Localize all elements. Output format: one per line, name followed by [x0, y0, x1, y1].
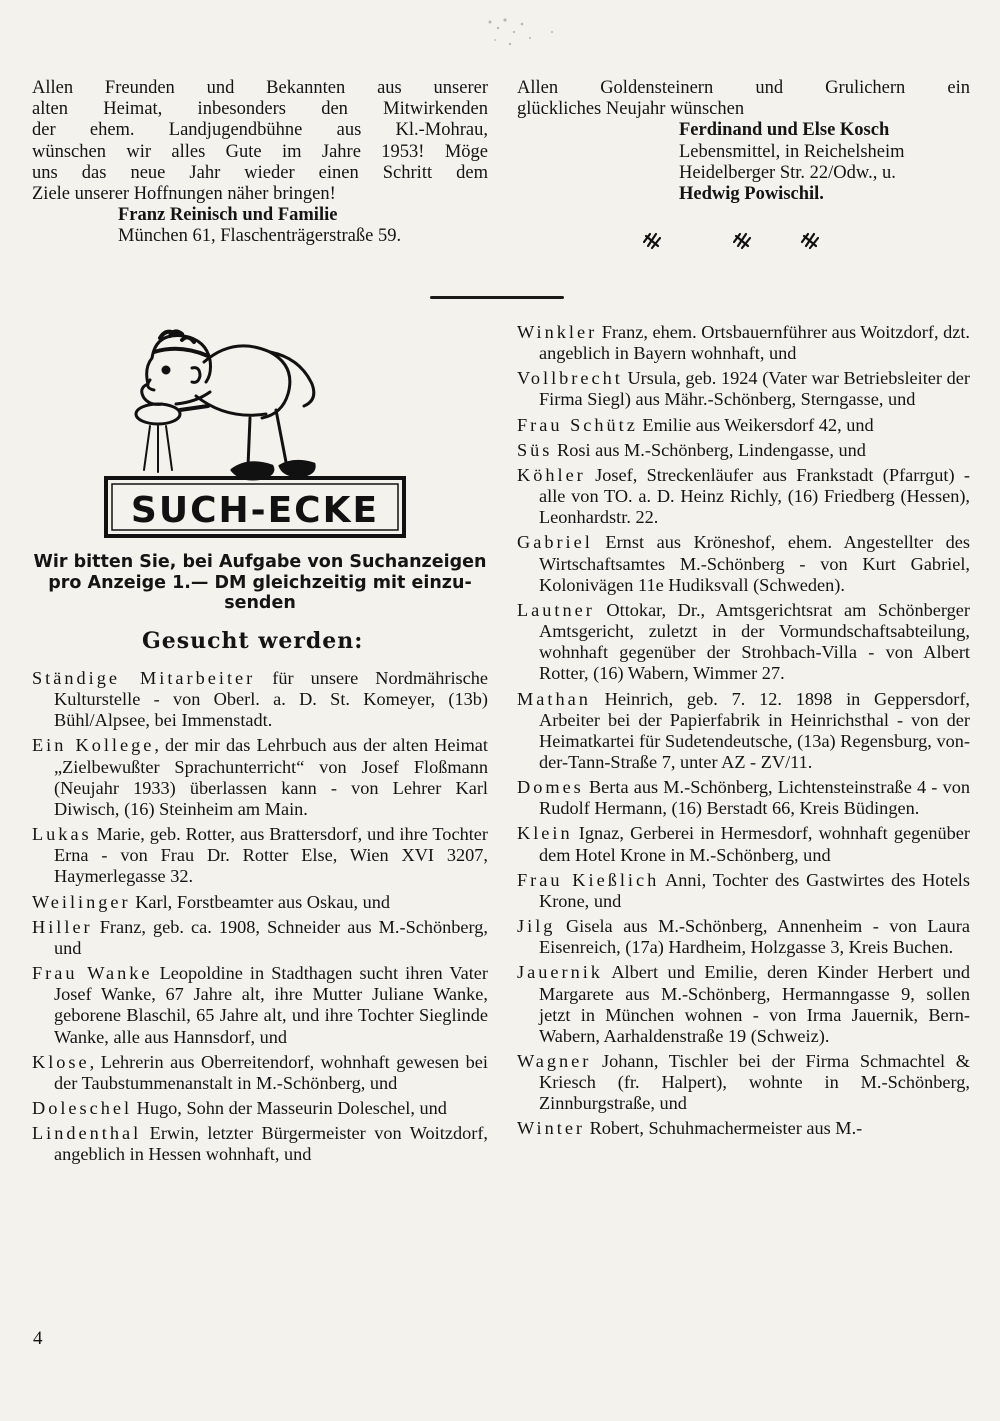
greeting-right-signature2: Hedwig Powischil. — [679, 184, 824, 205]
search-entry-text: Erwin, letzter Bürgermeister von Woitzdorf, angeblich in Hessen wohnhaft, und — [54, 1123, 488, 1165]
scan-speck — [470, 8, 560, 58]
such-ecke-logo — [100, 322, 412, 546]
search-entry-name: Weilinger — [32, 891, 131, 912]
search-notice-line: Wir bitten Sie, bei Aufgabe von Suchanzeigen — [33, 552, 487, 572]
section-heading: Gesucht werden: — [142, 628, 364, 654]
search-entry-text: , der mir das Lehrbuch aus der alten Heimat „Zielbewußter Sprachunterricht“ von Josef Floßmann (Neujahr 1933) überlassen kann - von Lehrer Karl Diwisch, (16) Steinheim am Main. — [54, 735, 489, 819]
search-entry-text: Johann, Tischler bei der Firma Schmachtel & Kriesch (fr. Halpert), wohnte in M.-Schönberg, Zinnburgstraße, und — [539, 1051, 970, 1114]
search-entry — [32, 963, 488, 1048]
search-entry-name: Köhler — [517, 464, 586, 485]
search-entry-name: Doleschel — [32, 1097, 133, 1118]
search-entry — [517, 322, 970, 364]
search-entry-text: Franz, geb. ca. 1908, Schneider aus M.-Schönberg, und — [54, 916, 488, 958]
search-entry-text: Heinrich, geb. 7. 12. 1898 in Geppersdorf, Arbeiter bei der Papierfabrik in Heinrichsthal - von der Heimatkartei für Sudetendeutsche, (13a) Regensburg, von-der-Tann-Straße 7, unter AZ - ZV/11. — [539, 688, 970, 772]
search-entry-text: Marie, geb. Rotter, aus Brattersdorf, und ihre Tochter Erna - von Frau Dr. Rotter Else, Wien XVI 3207, Haymerlegasse 32. — [54, 824, 488, 887]
search-entry-text: Ursula, geb. 1924 (Vater war Betriebsleiter der Firma Siegl) aus Mähr.-Schönberg, Sterngasse, und — [539, 368, 970, 410]
search-notice — [32, 552, 488, 614]
search-entry — [517, 777, 970, 819]
greeting-right-business: Lebensmittel, in Reichelsheim — [679, 141, 905, 162]
search-entry — [517, 870, 970, 912]
greeting-right-line: Allen Goldensteinern und Grulichern ein — [517, 78, 970, 98]
greeting-left — [32, 78, 488, 248]
search-entry — [32, 824, 488, 887]
greeting-right-street: Heidelberger Str. 22/Odw., u. — [679, 162, 896, 183]
search-entry — [517, 1051, 970, 1114]
section-divider — [430, 296, 564, 299]
greeting-left-signature: Franz Reinisch und Familie — [118, 205, 338, 226]
search-entry-text: für unsere Nordmährische Kulturstelle - von Oberl. a. D. St. Komeyer, (13b) Bühl/Alpsee, bei Immenstadt. — [54, 668, 489, 731]
search-entry-text: , Lehrerin aus Oberreitendorf, wohnhaft gewesen bei der Taubstummenanstalt in M.-Schönberg, und — [54, 1051, 488, 1093]
search-entry-name: Lindenthal — [32, 1123, 142, 1144]
search-entry-name: Domes — [517, 777, 584, 798]
search-entry-name: Wagner — [517, 1051, 592, 1071]
search-entry — [32, 668, 488, 731]
search-notice-line: pro Anzeige 1.— DM gleichzeitig mit einzu- — [48, 572, 472, 593]
search-entry-name: Klose — [32, 1051, 90, 1072]
ornament-divider — [640, 230, 830, 252]
search-notice-line: senden — [224, 593, 296, 613]
search-entry-name: Lukas — [32, 824, 92, 845]
search-entry-text: Ignaz, Gerberei in Hermesdorf, wohnhaft gegenüber dem Hotel Krone in M.-Schönberg, und — [539, 823, 970, 865]
search-entry-name: Frau Kießlich — [517, 869, 660, 890]
search-entry-text: Robert, Schuhmachermeister aus M.- — [585, 1118, 863, 1139]
search-entry-text: Ottokar, Dr., Amtsgerichtsrat am Schönberger Amtsgericht, zuletzt in der Vormundschaftsabteilung, wohnhaft gegenüber der Strohbach-Villa - von Albert Rotter, (16) Wabern, Wimmer 27. — [539, 599, 970, 684]
search-entry-name: Hiller — [32, 916, 93, 937]
search-entry-name: Vollbrecht — [517, 368, 623, 389]
search-entry — [517, 440, 970, 461]
search-list-left — [32, 668, 488, 1169]
search-entry — [517, 532, 970, 595]
search-entry — [32, 735, 488, 820]
search-entry-text: Anni, Tochter des Gastwirtes des Hotels Krone, und — [539, 869, 970, 911]
search-entry — [517, 600, 970, 685]
greeting-left-line: Ziele unserer Hoffnungen näher bringen! — [32, 184, 336, 205]
search-entry-name: Winkler — [517, 322, 598, 342]
search-entry — [32, 1098, 488, 1119]
search-entry-text: Gisela aus M.-Schönberg, Annenheim - von Laura Eisenreich, (17a) Hardheim, Holzgasse 3, Kreis Buchen. — [539, 916, 970, 958]
greeting-left-line: uns das neue Jahr wieder einen Schritt dem — [32, 162, 488, 183]
search-entry-name: Lautner — [517, 599, 595, 620]
search-entry — [517, 415, 970, 436]
search-entry-text: Leopoldine in Stadthagen sucht ihren Vater Josef Wanke, 67 Jahre alt, ihre Mutter Juliane Wanke, geborene Blaschil, 65 Jahre alt, und ihre Tochter Sieglinde Wanke, alle aus Hannsdorf, und — [54, 963, 488, 1047]
search-entry-name: Jauernik — [517, 962, 603, 983]
search-entry-text: Hugo, Sohn der Masseurin Doleschel, und — [132, 1097, 447, 1118]
search-entry-text: Berta aus M.-Schönberg, Lichtensteinstraße 4 - von Rudolf Hermann, (16) Berstadt 66, Kreis Büdingen. — [539, 777, 970, 819]
search-entry — [32, 1052, 488, 1094]
greeting-left-address: München 61, Flaschenträgerstraße 59. — [118, 226, 402, 247]
greeting-left-line: Allen Freunden und Bekannten aus unserer — [32, 78, 488, 98]
search-entry-name: Frau Schütz — [517, 414, 638, 435]
greeting-right-signature: Ferdinand und Else Kosch — [679, 120, 890, 141]
search-entry — [32, 892, 488, 913]
greeting-left-line: wünschen wir alles Gute im Jahre 1953! Möge — [32, 141, 488, 162]
search-entry-text: Emilie aus Weikersdorf 42, und — [637, 414, 874, 435]
search-entry — [517, 823, 970, 865]
search-entry-name: Ein Kollege — [32, 735, 155, 756]
search-entry-name: Ständige Mitarbeiter — [32, 668, 256, 688]
search-entry-name: Süs — [517, 439, 553, 460]
search-entry-text: Albert und Emilie, deren Kinder Herbert und Margarete aus M.-Schönberg, Hermanngasse 9, sollen jetzt in München wohnen - von Irma Jauernik, Bern-Wabern, Aarhaldenstraße 19 (Schweiz). — [539, 962, 970, 1046]
greeting-right-line: glückliches Neujahr wünschen — [517, 99, 745, 120]
greeting-right — [517, 78, 970, 205]
search-entry-name: Mathan — [517, 688, 591, 709]
search-entry-text: Josef, Streckenläufer aus Frankstadt (Pfarrgut) - alle von TO. a. D. Heinz Richly, (16) Friedberg (Hessen), Leonhardstr. 22. — [539, 464, 970, 528]
search-entry-name: Klein — [517, 823, 573, 844]
search-entry — [517, 916, 970, 958]
search-entry-name: Gabriel — [517, 532, 593, 553]
search-entry-name: Jilg — [517, 916, 556, 937]
search-entry — [517, 962, 970, 1047]
search-entry-name: Winter — [517, 1118, 586, 1139]
page-number: 4 — [33, 1328, 43, 1349]
search-entry — [32, 917, 488, 959]
search-entry — [517, 368, 970, 410]
search-list-right — [517, 322, 970, 1144]
search-entry — [517, 689, 970, 774]
search-entry — [517, 465, 970, 528]
search-entry — [517, 1118, 970, 1139]
search-entry-text: Karl, Forstbeamter aus Oskau, und — [130, 891, 391, 912]
such-ecke-logo-text: SUCH-ECKE — [130, 490, 380, 531]
search-entry-text: Franz, ehem. Ortsbauernführer aus Woitzdorf, dzt. angeblich in Bayern wohnhaft, und — [539, 322, 970, 364]
search-entry-text: Rosi aus M.-Schönberg, Lindengasse, und — [552, 439, 866, 460]
greeting-left-line: alten Heimat, inbesonders den Mitwirkenden — [32, 99, 488, 120]
search-entry-name: Frau Wanke — [32, 963, 153, 984]
greeting-left-line: der ehem. Landjugendbühne aus Kl.-Mohrau, — [32, 120, 488, 141]
search-entry-text: Ernst aus Kröneshof, ehem. Angestellter des Wirtschaftsamtes M.-Schönberg - von Kurt Gabriel, Kolonivägen 11e Hudiksvall (Schweden). — [539, 532, 970, 595]
search-entry — [32, 1123, 488, 1165]
